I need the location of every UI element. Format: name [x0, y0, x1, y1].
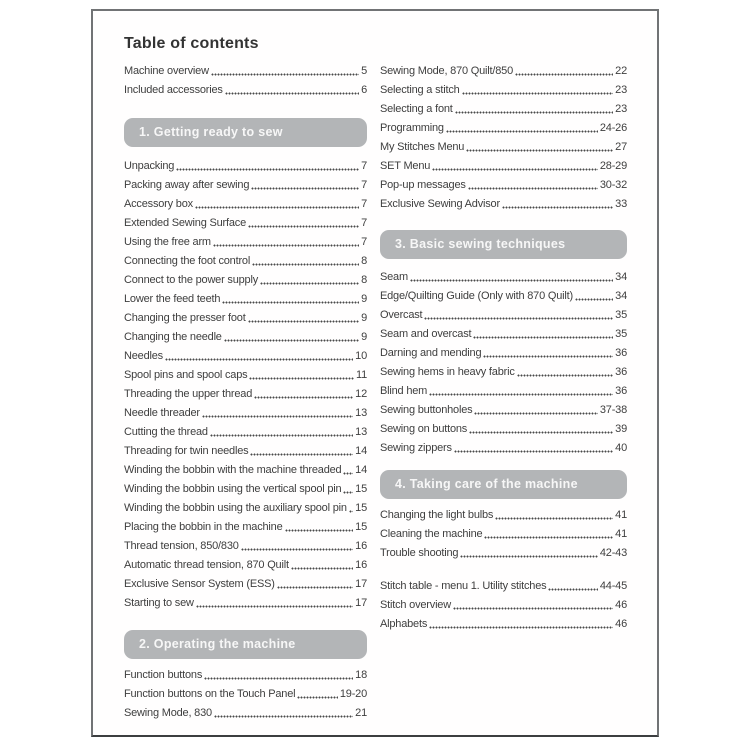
toc-intro-group-left [124, 62, 367, 100]
toc-entry-page: 15 [355, 483, 367, 495]
dot-leader [453, 596, 613, 615]
dot-leader [343, 480, 353, 499]
toc-entry [124, 309, 367, 328]
dot-leader [454, 439, 613, 458]
toc-entry-page: 42-43 [599, 547, 627, 559]
toc-entry-page: 35 [615, 309, 627, 321]
dot-leader [195, 195, 359, 214]
dot-leader [460, 544, 598, 563]
toc-entry-label: Winding the bobbin using the auxiliary spool pin [124, 502, 347, 514]
toc-entry [380, 62, 627, 81]
dot-leader [455, 100, 614, 119]
toc-entry-page: 16 [355, 540, 367, 552]
dot-leader [343, 461, 353, 480]
toc-entry [380, 525, 627, 544]
toc-entry [124, 252, 367, 271]
toc-entry-page: 9 [361, 293, 367, 305]
toc-entry [380, 325, 627, 344]
toc-entry [380, 81, 627, 100]
toc-entry-label: Cutting the thread [124, 426, 208, 438]
toc-entry-label: Sewing Mode, 870 Quilt/850 [380, 65, 513, 77]
toc-entry-page: 8 [361, 255, 367, 267]
dot-leader [483, 344, 613, 363]
toc-entry-label: Needle threader [124, 407, 200, 419]
toc-entry-label: Trouble shooting [380, 547, 459, 559]
toc-entry [380, 157, 627, 176]
toc-entry [380, 506, 627, 525]
toc-entry [124, 366, 367, 385]
toc-entry-label: Included accessories [124, 84, 223, 96]
dot-leader [484, 525, 613, 544]
toc-entry-page: 8 [361, 274, 367, 286]
toc-entry-label: Threading for twin needles [124, 445, 249, 457]
toc-entry-label: Function buttons [124, 669, 203, 681]
toc-entry [124, 176, 367, 195]
dot-leader [176, 157, 359, 176]
toc-entry-label: Darning and mending [380, 347, 482, 359]
toc-entry [124, 404, 367, 423]
toc-entry [380, 138, 627, 157]
dot-leader [285, 518, 354, 537]
dot-leader [473, 325, 613, 344]
toc-entry-page: 40 [615, 442, 627, 454]
toc-entry-label: Lower the feed teeth [124, 293, 221, 305]
toc-entry [380, 344, 627, 363]
toc-entry-label: Changing the needle [124, 331, 222, 343]
toc-entry [124, 423, 367, 442]
toc-entry-label: Seam [380, 271, 408, 283]
dot-leader [225, 81, 359, 100]
toc-entry-page: 6 [361, 84, 367, 96]
toc-entry-page: 27 [615, 141, 627, 153]
dot-leader [254, 385, 353, 404]
dot-leader [241, 537, 354, 556]
dot-leader [517, 363, 614, 382]
toc-entry [380, 363, 627, 382]
toc-entry-label: Seam and overcast [380, 328, 472, 340]
toc-entry [124, 480, 367, 499]
dot-leader [349, 499, 353, 518]
dot-leader [575, 287, 613, 306]
toc-entry-label: Accessory box [124, 198, 193, 210]
toc-entry [124, 385, 367, 404]
dot-leader [468, 176, 598, 195]
toc-entry [380, 596, 627, 615]
dot-leader [424, 306, 613, 325]
toc-entry-page: 33 [615, 198, 627, 210]
toc-entry-label: Selecting a font [380, 103, 453, 115]
section-heading-getting-ready: 1. Getting ready to sew [124, 118, 367, 147]
dot-leader [248, 309, 359, 328]
section-heading-operating: 2. Operating the machine [124, 630, 367, 659]
section-heading-basic-techniques: 3. Basic sewing techniques [380, 230, 627, 259]
toc-entry-page: 36 [615, 385, 627, 397]
toc-entry [380, 287, 627, 306]
toc-group-appendix [380, 577, 627, 634]
toc-entry-label: Machine overview [124, 65, 209, 77]
toc-entry-page: 23 [615, 84, 627, 96]
toc-entry-label: Using the free arm [124, 236, 211, 248]
dot-leader [515, 62, 613, 81]
toc-entry-label: SET Menu [380, 160, 431, 172]
toc-entry-page: 41 [615, 528, 627, 540]
toc-entry-page: 7 [361, 160, 367, 172]
toc-entry [124, 328, 367, 347]
dot-leader [202, 404, 353, 423]
toc-entry-label: Connecting the foot control [124, 255, 251, 267]
toc-entry-label: Sewing zippers [380, 442, 452, 454]
toc-entry [124, 537, 367, 556]
toc-entry-label: Connect to the power supply [124, 274, 259, 286]
toc-entry-label: Stitch overview [380, 599, 451, 611]
toc-entry-label: Cleaning the machine [380, 528, 483, 540]
toc-entry-label: Automatic thread tension, 870 Quilt [124, 559, 289, 571]
dot-leader [495, 506, 613, 525]
toc-entry [380, 119, 627, 138]
toc-entry-page: 34 [615, 290, 627, 302]
toc-entry-page: 7 [361, 236, 367, 248]
toc-entry-page: 7 [361, 217, 367, 229]
toc-entry [380, 195, 627, 214]
toc-entry [124, 704, 367, 723]
toc-entry-page: 14 [355, 445, 367, 457]
toc-entry [380, 382, 627, 401]
toc-entry-label: Programming [380, 122, 444, 134]
toc-entry-label: Sewing hems in heavy fabric [380, 366, 515, 378]
toc-entry-page: 15 [355, 502, 367, 514]
toc-entry [124, 214, 367, 233]
toc-entry-label: Extended Sewing Surface [124, 217, 246, 229]
toc-entry [124, 666, 367, 685]
toc-entry [124, 290, 367, 309]
toc-entry-page: 36 [615, 366, 627, 378]
toc-entry-page: 41 [615, 509, 627, 521]
toc-entry [124, 556, 367, 575]
toc-entry-page: 5 [361, 65, 367, 77]
dot-leader [297, 685, 337, 704]
toc-entry-page: 34 [615, 271, 627, 283]
toc-entry-label: Packing away after sewing [124, 179, 250, 191]
toc-entry-label: Thread tension, 850/830 [124, 540, 239, 552]
toc-entry-label: Exclusive Sewing Advisor [380, 198, 500, 210]
toc-entry [380, 176, 627, 195]
dot-leader [249, 366, 354, 385]
toc-entry-page: 17 [355, 578, 367, 590]
toc-entry [380, 401, 627, 420]
toc-entry-label: Sewing buttonholes [380, 404, 473, 416]
dot-leader [502, 195, 613, 214]
toc-entry-page: 22 [615, 65, 627, 77]
toc-entry-label: Needles [124, 350, 163, 362]
toc-group-basic-techniques [380, 268, 627, 458]
section-heading-taking-care: 4. Taking care of the machine [380, 470, 627, 499]
dot-leader [432, 157, 598, 176]
toc-left-column [124, 11, 367, 735]
dot-leader [260, 271, 359, 290]
toc-entry-page: 7 [361, 179, 367, 191]
toc-entry-label: Placing the bobbin in the machine [124, 521, 283, 533]
toc-entry-page: 11 [355, 369, 367, 381]
dot-leader [213, 233, 359, 252]
toc-entry [380, 100, 627, 119]
toc-entry-page: 12 [355, 388, 367, 400]
toc-entry-label: Sewing Mode, 830 [124, 707, 212, 719]
toc-entry-page: 13 [355, 426, 367, 438]
toc-entry-page: 18 [355, 669, 367, 681]
toc-entry-page: 24-26 [599, 122, 627, 134]
toc-entry-page: 14 [355, 464, 367, 476]
toc-entry [124, 81, 367, 100]
toc-entry-page: 9 [361, 312, 367, 324]
toc-entry-page: 46 [615, 618, 627, 630]
toc-entry-page: 36 [615, 347, 627, 359]
dot-leader [165, 347, 353, 366]
toc-entry-label: Spool pins and spool caps [124, 369, 248, 381]
toc-entry-page: 35 [615, 328, 627, 340]
toc-entry-page: 39 [615, 423, 627, 435]
dot-leader [429, 382, 613, 401]
dot-leader [446, 119, 598, 138]
toc-entry-label: My Stitches Menu [380, 141, 465, 153]
toc-entry [124, 233, 367, 252]
toc-group-taking-care [380, 506, 627, 563]
toc-entry [124, 157, 367, 176]
toc-group-operating [124, 666, 367, 723]
toc-entry-label: Edge/Quilting Guide (Only with 870 Quilt) [380, 290, 573, 302]
toc-entry [124, 594, 367, 613]
toc-entry [124, 575, 367, 594]
dot-leader [204, 666, 353, 685]
toc-entry-page: 7 [361, 198, 367, 210]
toc-entry-label: Exclusive Sensor System (ESS) [124, 578, 275, 590]
toc-entry-label: Starting to sew [124, 597, 194, 609]
toc-entry-label: Winding the bobbin with the machine threaded [124, 464, 342, 476]
toc-entry-page: 17 [355, 597, 367, 609]
dot-leader [474, 401, 597, 420]
toc-entry [380, 439, 627, 458]
toc-entry-label: Stitch table - menu 1. Utility stitches [380, 580, 547, 592]
dot-leader [222, 290, 359, 309]
toc-entry [124, 685, 367, 704]
toc-entry-label: Blind hem [380, 385, 428, 397]
toc-entry [380, 268, 627, 287]
toc-entry [124, 62, 367, 81]
toc-entry [124, 442, 367, 461]
toc-entry-label: Selecting a stitch [380, 84, 460, 96]
toc-entry-page: 37-38 [599, 404, 627, 416]
toc-entry-page: 13 [355, 407, 367, 419]
toc-entry-page: 44-45 [599, 580, 627, 592]
toc-entry-label: Changing the presser foot [124, 312, 246, 324]
toc-entry-page: 21 [355, 707, 367, 719]
toc-entry-label: Threading the upper thread [124, 388, 253, 400]
toc-entry-label: Pop-up messages [380, 179, 466, 191]
toc-entry [124, 518, 367, 537]
toc-entry [124, 461, 367, 480]
toc-entry-label: Changing the light bulbs [380, 509, 494, 521]
toc-entry-label: Sewing on buttons [380, 423, 468, 435]
page-title: Table of contents [124, 35, 259, 52]
dot-leader [469, 420, 613, 439]
dot-leader [291, 556, 353, 575]
toc-group-getting-ready [124, 157, 367, 613]
dot-leader [211, 62, 359, 81]
dot-leader [224, 328, 359, 347]
toc-entry [380, 306, 627, 325]
toc-entry [124, 271, 367, 290]
toc-right-column [380, 11, 627, 735]
dot-leader [462, 81, 614, 100]
toc-entry-label: Winding the bobbin using the vertical spool pin [124, 483, 342, 495]
dot-leader [214, 704, 353, 723]
dot-leader [466, 138, 613, 157]
toc-intro-group-right [380, 62, 627, 214]
toc-entry [380, 544, 627, 563]
toc-entry-label: Alphabets [380, 618, 428, 630]
dot-leader [251, 176, 359, 195]
toc-entry-page: 46 [615, 599, 627, 611]
dot-leader [252, 252, 359, 271]
dot-leader [548, 577, 597, 596]
dot-leader [250, 442, 353, 461]
toc-entry-page: 23 [615, 103, 627, 115]
dot-leader [196, 594, 353, 613]
dot-leader [248, 214, 359, 233]
toc-entry-page: 28-29 [599, 160, 627, 172]
manual-page [91, 9, 659, 737]
toc-entry-page: 15 [355, 521, 367, 533]
toc-entry-label: Unpacking [124, 160, 175, 172]
dot-leader [429, 615, 613, 634]
dot-leader [210, 423, 353, 442]
toc-entry-page: 9 [361, 331, 367, 343]
toc-entry [124, 347, 367, 366]
toc-entry-label: Function buttons on the Touch Panel [124, 688, 296, 700]
toc-entry-page: 19-20 [339, 688, 367, 700]
toc-entry [380, 420, 627, 439]
toc-entry-label: Overcast [380, 309, 423, 321]
dot-leader [277, 575, 353, 594]
toc-entry [124, 499, 367, 518]
toc-entry-page: 16 [355, 559, 367, 571]
toc-entry-page: 30-32 [599, 179, 627, 191]
toc-entry [124, 195, 367, 214]
dot-leader [410, 268, 613, 287]
toc-entry [380, 615, 627, 634]
toc-entry [380, 577, 627, 596]
toc-entry-page: 10 [355, 350, 367, 362]
